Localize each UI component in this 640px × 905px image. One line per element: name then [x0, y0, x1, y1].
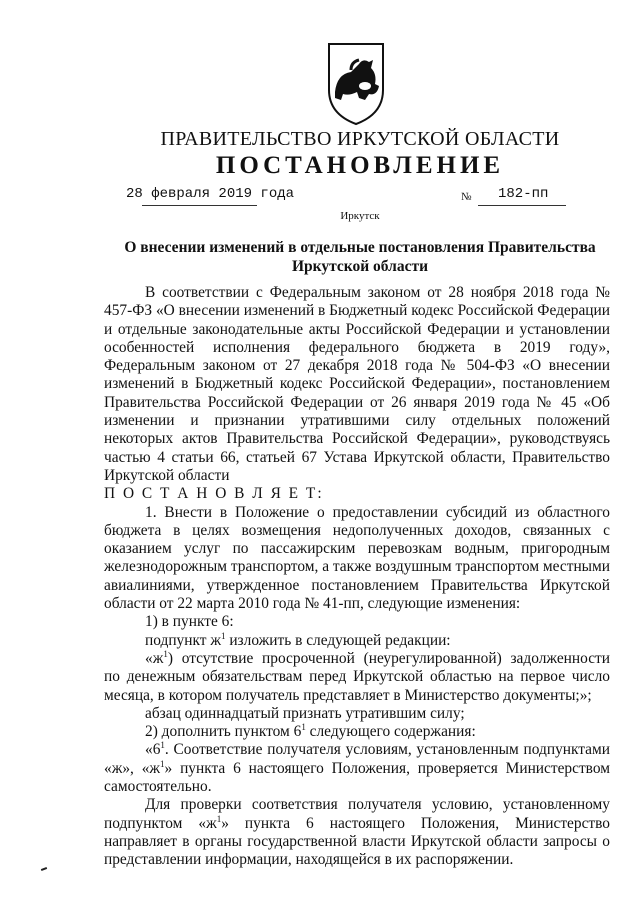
- government-title: ПРАВИТЕЛЬСТВО ИРКУТСКОЙ ОБЛАСТИ: [160, 128, 560, 150]
- preamble-paragraph: В соответствии с Федеральным законом от 28 ноября 2018 года № 457-ФЗ «О внесении изменений в Бюджетный кодекс Российской Федерации и отдельные законодательные акты Российской Федерации и установлении особенностей исполнения федерального бюджета в 2019 году», Федеральным законом от 27 декабря 2018 года № 504-ФЗ «О внесении изменений в Бюджетный кодекс Российской Федерации», постановлением Правительства Российской Федерации от 26 января 2019 года № 45 «Об изменении и признании утратившими силу отдельных положений некоторых актов Правительства Российской Федерации», руководствуясь частью 4 статьи 66, статьей 67 Устава Иркутской области, Правительство Иркутской области: [104, 284, 610, 484]
- subitem-1: 1) в пункте 6:: [145, 613, 234, 631]
- subitem-1a: подпункт $ж^1$ изложить в следующей редакции:: [145, 630, 451, 649]
- quote-1-paragraph: «$ж^1$) отсутствие просроченной (неурегулированной) задолженности по денежным обязательствам перед Иркутской областью на первое число месяца, в котором получатель представляет в Министерство документы;»;: [104, 648, 610, 704]
- subitem-1b: абзац одиннадцатый признать утратившим силу;: [145, 704, 465, 722]
- document-body: [104, 284, 610, 870]
- verification-paragraph: Для проверки соответствия получателя условию, установленному подпунктом «$ж^1$» пункта 6 настоящего Положения, Министерство направляет в органы государственной власти Иркутской области запросы о представлении информации, находящейся в их распоряжении.: [104, 796, 610, 869]
- number-sign: №: [461, 191, 472, 203]
- quote-2-paragraph: «$6^1$. Соответствие получателя условиям, установленным подпунктами «ж», «$ж^1$» пункта 6 настоящего Положения, проверяется Министерством самостоятельно.: [104, 740, 610, 796]
- decree-date: 28 февраля 2019 года: [126, 186, 295, 202]
- document-title: О внесении изменений в отдельные постановления Правительства Иркутской области: [124, 239, 596, 275]
- coat-of-arms-emblem: [321, 40, 391, 126]
- subitem-2: 2) дополнить пунктом $6^1$ следующего содержания:: [145, 722, 476, 741]
- decree-title: ПОСТАНОВЛЕНИЕ: [215, 152, 505, 179]
- date-underline: [142, 205, 257, 206]
- item-1-paragraph: 1. Внести в Положение о предоставлении субсидий из областного бюджета в целях возмещения недополученных доходов, связанных с оказанием услуг по пассажирским перевозкам водным, пригородным железнодорожным транспортом, а также воздушным транспортом местными авиалиниями, утвержденное постановлением Правительства Иркутской области от 22 марта 2010 года № 41-пп, следующие изменения:: [104, 503, 610, 613]
- number-underline: [478, 205, 566, 206]
- city-label: Иркутск: [340, 210, 380, 222]
- margin-mark: [41, 867, 47, 871]
- decree-number: 182-пп: [498, 186, 549, 202]
- resolves-heading: П О С Т А Н О В Л Я Е Т:: [104, 485, 324, 503]
